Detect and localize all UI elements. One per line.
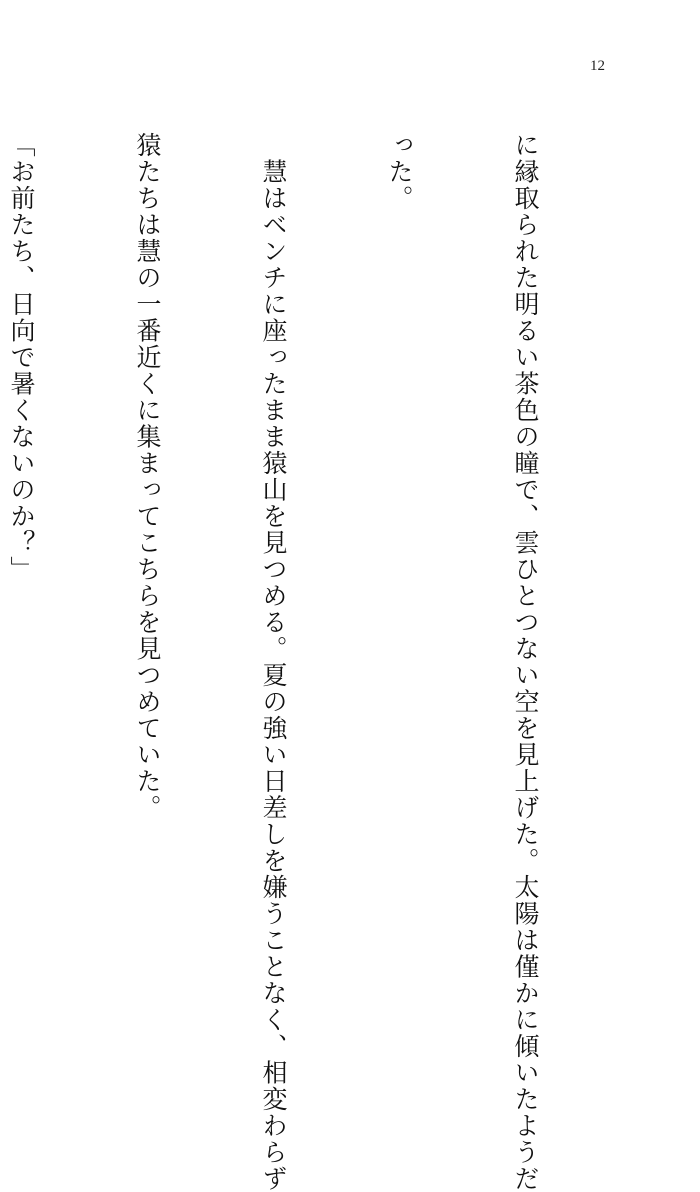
text-line: 「お前たち、日向で暑くないのか？」 — [7, 132, 36, 583]
page-number: 12 — [590, 58, 605, 74]
text-line: った。 — [385, 132, 414, 212]
text-line: 猿たちは慧の一番近くに集まってこちらを見つめていた。 — [133, 132, 162, 821]
text-line: に縁取られた明るい茶色の瞳で、雲ひとつない空を見上げた。太陽は僅かに傾いたようだ — [511, 132, 540, 1192]
vertical-text-body — [0, 132, 630, 1192]
text-line: 慧はベンチに座ったまま猿山を見つめる。夏の強い日差しを嫌うことなく、相変わらず — [259, 132, 288, 1192]
